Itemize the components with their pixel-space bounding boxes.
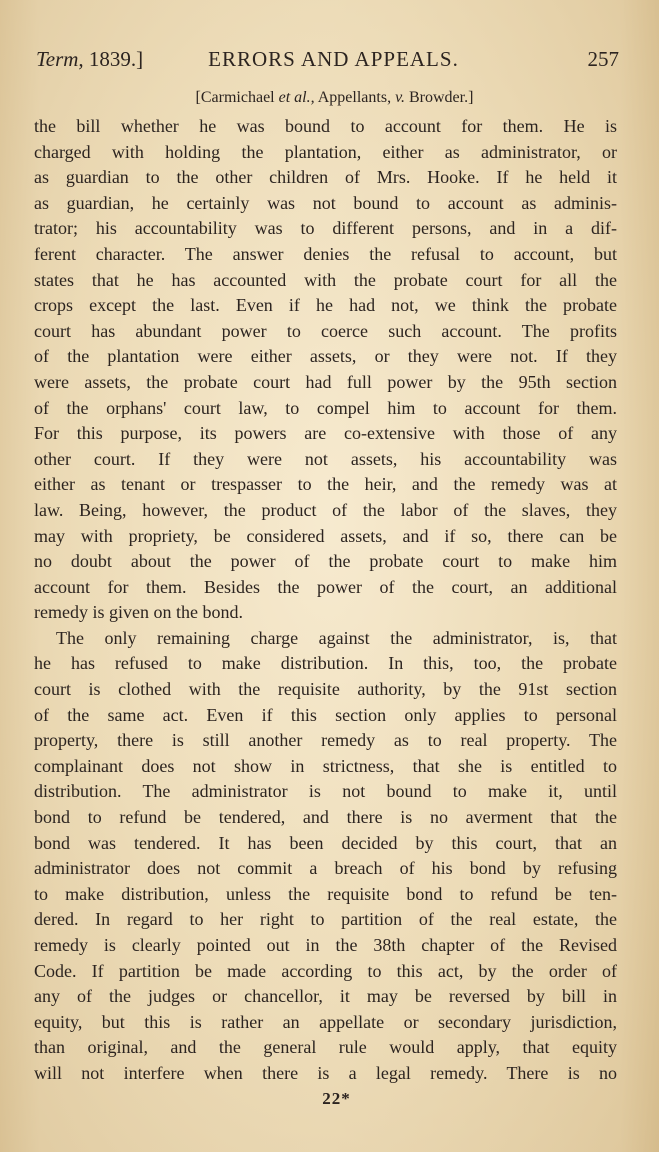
text-line: any of the judges or chancellor, it may be reversed by bill in (34, 986, 617, 1007)
text-line: may with propriety, be considered assets, and if so, there can be (34, 525, 617, 546)
text-line: administrator does not commit a breach of his bond by refusing (34, 858, 617, 879)
text-line: were assets, the probate court had full power by the 95th section (34, 371, 617, 392)
text-line: to make distribution, unless the requisite bond to refund be ten- (34, 883, 617, 904)
case-caption (0, 87, 659, 109)
term-year: 1839.] (88, 47, 144, 71)
signature-mark: 22* (322, 1089, 351, 1108)
text-line: dered. In regard to her right to partition of the real estate, the (34, 909, 617, 930)
paragraph-first-line: The only remaining charge against the administrator, is, that (56, 627, 617, 648)
text-line: bond to refund be tendered, and there is no averment that the (34, 807, 617, 828)
text-line: court has abundant power to coerce such account. The profits (34, 320, 617, 341)
case-open-bracket: [ (195, 89, 201, 106)
case-et-al: et al., (278, 89, 315, 106)
body-text (34, 114, 617, 1087)
text-line: law. Being, however, the product of the labor of the slaves, they (34, 499, 617, 520)
text-line: states that he has accounted with the probate court for all the (34, 269, 617, 290)
text-line: Code. If partition be made according to this act, by the order of (34, 960, 617, 981)
running-head (36, 44, 619, 74)
text-line: as guardian, he certainly was not bound to account as adminis- (34, 192, 617, 213)
text-line: either as tenant or trespasser to the heir, and the remedy was at (34, 474, 617, 495)
text-line: distribution. The administrator is not bound to make it, until (34, 781, 617, 802)
text-line: as guardian to the other children of Mrs. Hooke. If he held it (34, 167, 617, 188)
text-line: remedy is clearly pointed out in the 38th chapter of the Revised (34, 935, 617, 955)
text-line: other court. If they were not assets, his accountability was (34, 448, 617, 469)
text-line: no doubt about the power of the probate court to make him (34, 551, 617, 572)
text-line: crops except the last. Even if he had not, we think the probate (34, 295, 617, 316)
page-number: 257 (587, 47, 619, 71)
term-label: Term, (36, 47, 84, 71)
text-line: of the same act. Even if this section only applies to personal (34, 704, 617, 725)
text-line: the bill whether he was bound to account for them. He is (34, 116, 617, 136)
text-line: For this purpose, its powers are co-extensive with those of any (34, 423, 617, 444)
text-line: of the plantation were either assets, or they were not. If they (34, 346, 617, 367)
case-respondent: Browder.] (409, 89, 474, 106)
paragraph-end-line: remedy is given on the bond. (34, 602, 243, 623)
case-versus: v. (395, 89, 405, 106)
text-line: trator; his accountability was to different persons, and in a dif- (34, 218, 617, 239)
text-line: court is clothed with the requisite authority, by the 91st section (34, 679, 617, 700)
text-line: account for them. Besides the power of the court, an additional (34, 576, 617, 597)
case-appellants: Appellants, (317, 89, 392, 106)
text-line: complainant does not show in strictness, that she is entitled to (34, 755, 617, 776)
running-head-title: ERRORS AND APPEALS. (208, 47, 459, 71)
case-party: Carmichael (200, 89, 275, 106)
text-line: bond was tendered. It has been decided by this court, that an (34, 832, 617, 853)
text-line: ferent character. The answer denies the refusal to account, but (34, 243, 617, 264)
text-line: charged with holding the plantation, either as administrator, or (34, 141, 617, 162)
text-line: than original, and the general rule would apply, that equity (34, 1037, 617, 1058)
text-line: property, there is still another remedy as to real property. The (34, 730, 617, 751)
text-line: will not interfere when there is a legal remedy. There is no (34, 1062, 617, 1083)
text-line: equity, but this is rather an appellate or secondary jurisdiction, (34, 1011, 617, 1032)
text-line: he has refused to make distribution. In this, too, the probate (34, 653, 617, 674)
text-line: of the orphans' court law, to compel him to account for them. (34, 397, 617, 418)
